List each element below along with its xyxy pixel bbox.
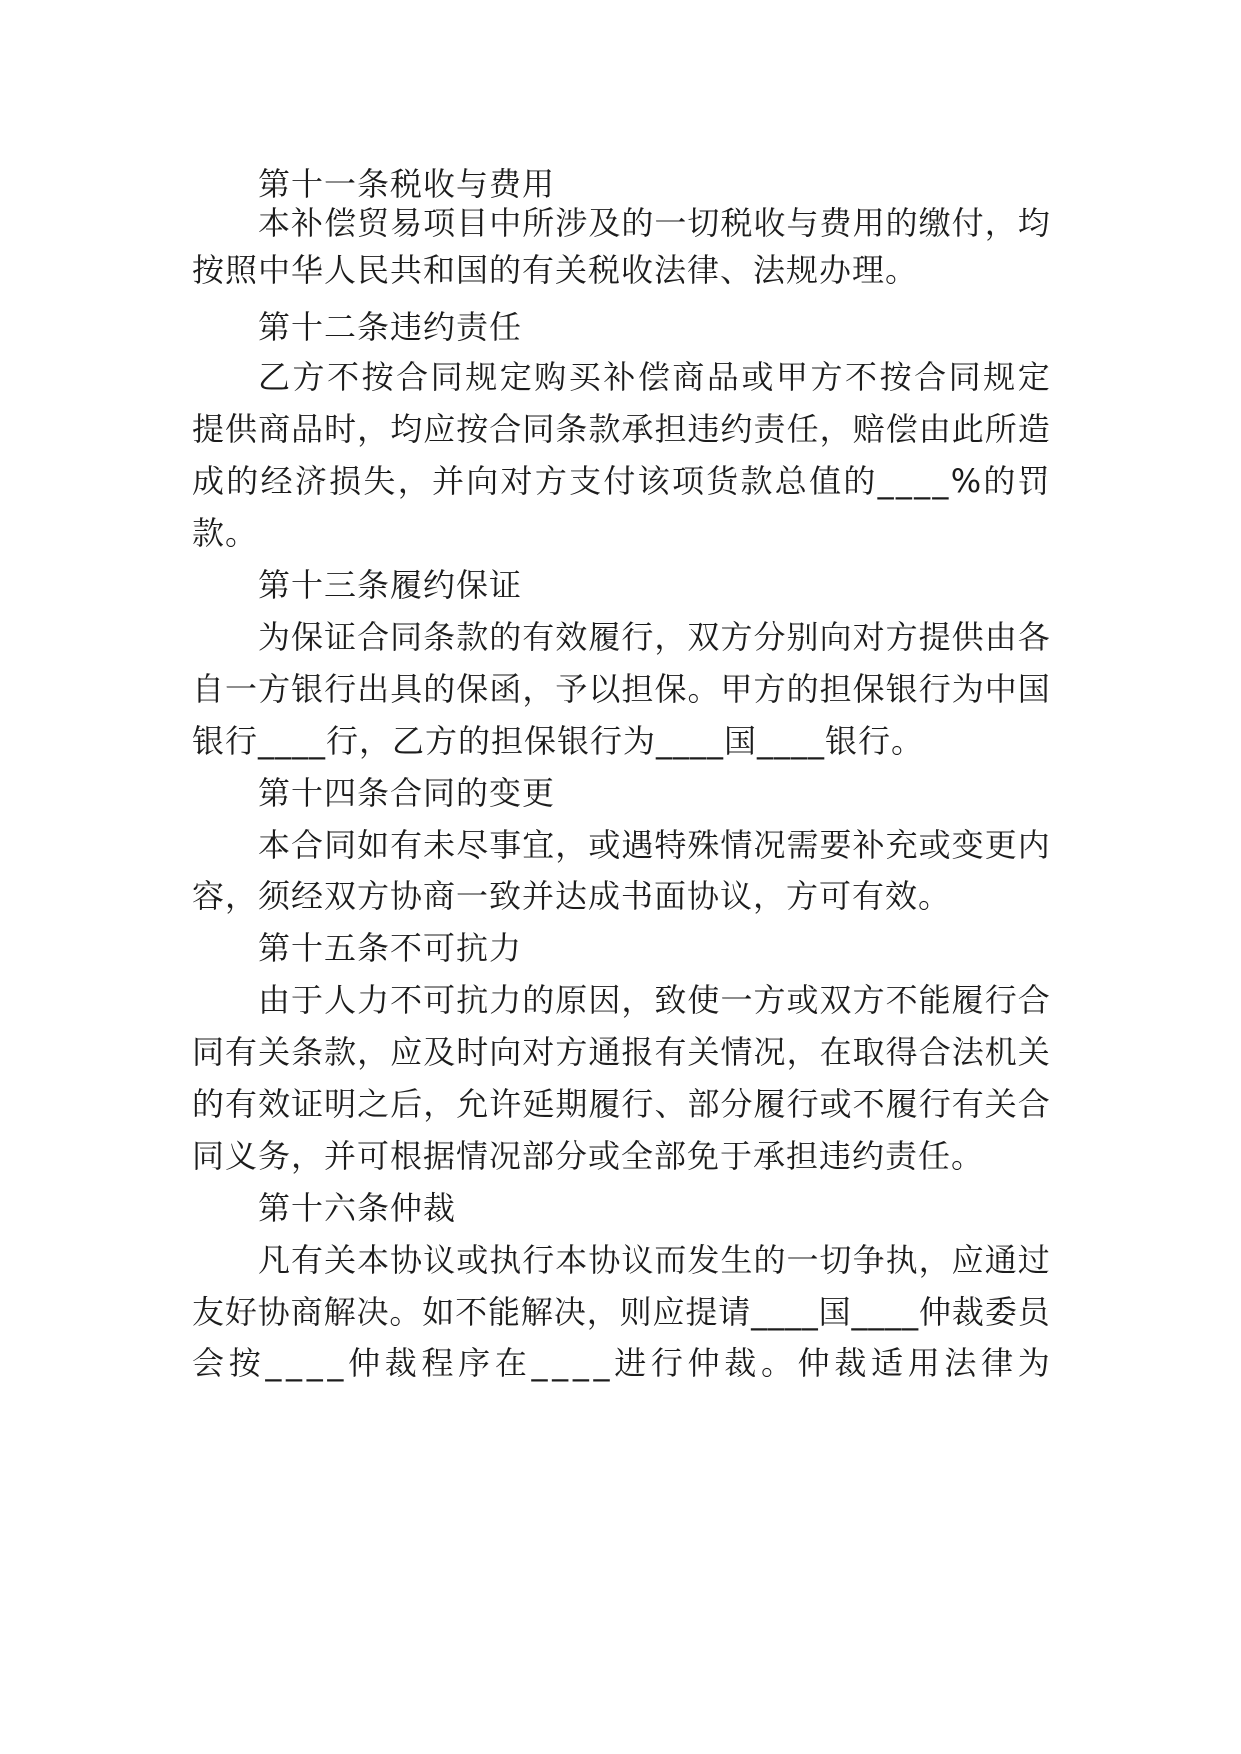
- text-line: 凡 有 关 本 协 议 或 执 行 本 协 议 而 发 生 的 一 切 争 执 ， 应 通 过: [258, 1241, 1050, 1279]
- text-line: 银行____行，乙方的担保银行为____国____银行。: [192, 722, 925, 760]
- article-14-heading: 第十四条合同的变更: [258, 774, 556, 812]
- article-16-heading: 第十六条仲裁: [258, 1189, 457, 1227]
- text-line: 为 保 证 合 同 条 款 的 有 效 履 行 ， 双 方 分 别 向 对 方 提 供 由 各: [258, 618, 1050, 656]
- text-line: 自 一 方 银 行 出 具 的 保 函 ， 予 以 担 保 。 甲 方 的 担 保 银 行 为 中 国: [192, 670, 1050, 708]
- article-11-heading: 第十一条税收与费用: [258, 165, 556, 203]
- article-13-heading: 第十三条履约保证: [258, 566, 523, 604]
- text-line: 由 于 人 力 不 可 抗 力 的 原 因 ， 致 使 一 方 或 双 方 不 能 履 行 合: [258, 981, 1050, 1019]
- text-line: 款。: [192, 514, 259, 552]
- article-12-heading: 第十二条违约责任: [258, 308, 523, 346]
- text-line: 提 供 商 品 时 ， 均 应 按 合 同 条 款 承 担 违 约 责 任 ， 赔 偿 由 此 所 造: [192, 410, 1050, 448]
- text-line: 同义务，并可根据情况部分或全部免于承担违约责任。: [192, 1137, 985, 1175]
- text-line: 本 合 同 如 有 未 尽 事 宜 ， 或 遇 特 殊 情 况 需 要 补 充 或 变 更 内: [258, 826, 1050, 864]
- text-line: 同 有 关 条 款 ， 应 及 时 向 对 方 通 报 有 关 情 况 ， 在 取 得 合 法 机 关: [192, 1033, 1050, 1071]
- text-line: 成 的 经 济 损 失 ， 并 向 对 方 支 付 该 项 货 款 总 值 的 _ _ _ _ % 的 罚: [192, 462, 1050, 500]
- text-line: 的 有 效 证 明 之 后 ， 允 许 延 期 履 行 、 部 分 履 行 或 不 履 行 有 关 合: [192, 1085, 1050, 1123]
- text-line: 友 好 协 商 解 决 。 如 不 能 解 决 ， 则 应 提 请 _ _ _ _ 国 _ _ _ _ 仲 裁 委 员: [192, 1293, 1050, 1331]
- article-15-heading: 第十五条不可抗力: [258, 929, 523, 967]
- text-line: 会 按 _ _ _ _ 仲 裁 程 序 在 _ _ _ _ 进 行 仲 裁 。 仲 裁 适 用 法 律 为: [192, 1344, 1050, 1382]
- text-line: 按照中华人民共和国的有关税收法律、法规办理。: [192, 251, 919, 289]
- text-line: 乙 方 不 按 合 同 规 定 购 买 补 偿 商 品 或 甲 方 不 按 合 同 规 定: [258, 358, 1050, 396]
- text-line: 本 补 偿 贸 易 项 目 中 所 涉 及 的 一 切 税 收 与 费 用 的 缴 付 ， 均: [258, 204, 1050, 242]
- text-line: 容，须经双方协商一致并达成书面协议，方可有效。: [192, 877, 952, 915]
